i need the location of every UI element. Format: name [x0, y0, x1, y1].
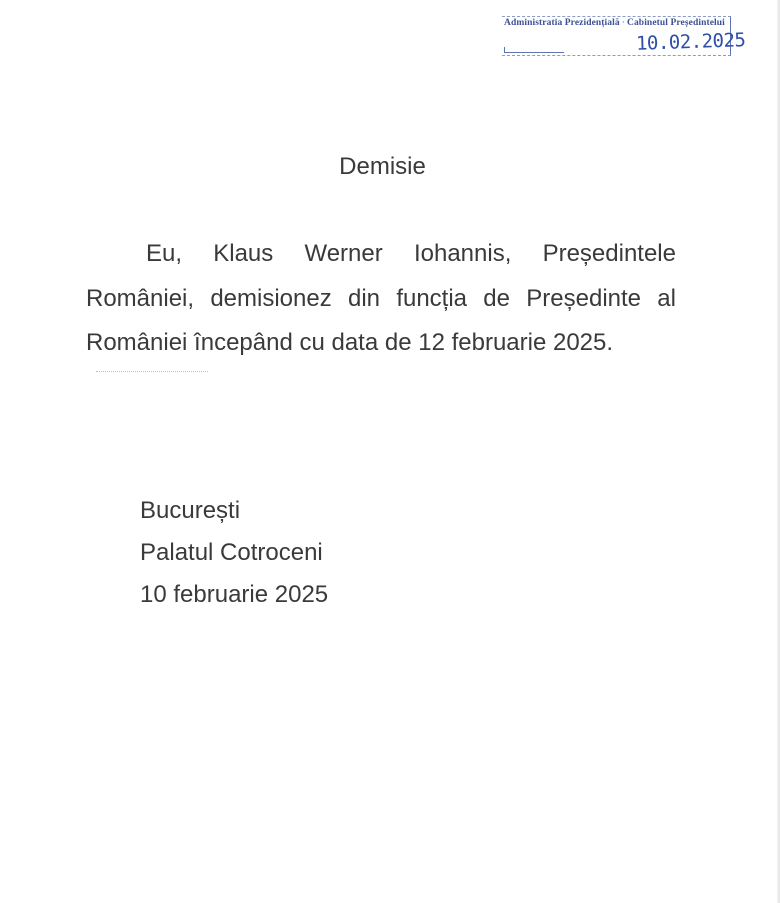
stamp-institution: Administratia Prezidențială	[504, 18, 620, 28]
stamp-date: 10.02.2025	[635, 29, 746, 55]
resignation-statement: Eu, Klaus Werner Iohannis, Președintele României, demisionez din funcția de Președinte al României începând cu data de 12 februarie 2025.	[86, 240, 676, 356]
place-and-date	[140, 490, 328, 616]
stamp-office: Cabinetul Președintelui	[627, 18, 725, 28]
signing-date: 10 februarie 2025	[140, 581, 329, 608]
stamp-underline	[504, 52, 564, 53]
stamp-header	[504, 18, 725, 28]
document-title: Demisie	[339, 153, 426, 180]
registration-stamp	[502, 14, 746, 56]
scan-mark	[96, 371, 208, 373]
place-city: București	[140, 497, 241, 524]
stamp-separator: ·	[621, 18, 625, 28]
place-venue: Palatul Cotroceni	[140, 539, 323, 566]
